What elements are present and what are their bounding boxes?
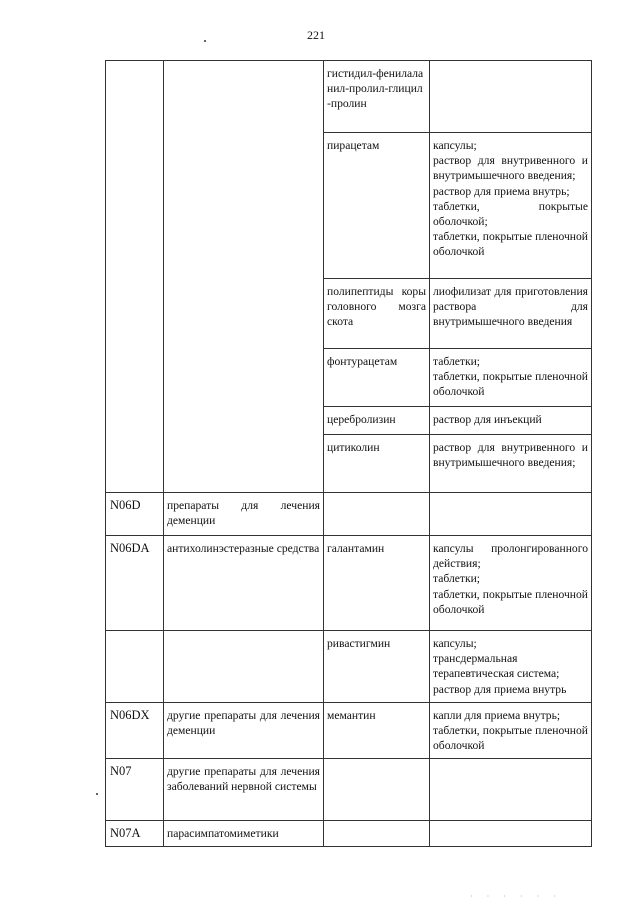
dosage-form: таблетки, покрытые пленочной оболочкой: [433, 230, 588, 259]
atc-code-cell: N06DX: [106, 703, 164, 759]
dosage-form: таблетки, покрытые пленочной оболочкой: [433, 724, 588, 753]
dosage-forms-cell: [430, 407, 592, 435]
dosage-form: таблетки;: [433, 572, 481, 586]
dosage-form: таблетки;: [433, 355, 481, 368]
atc-code-cell: [106, 61, 164, 493]
group-name-cell: [164, 631, 324, 703]
group-name-cell: [164, 61, 324, 493]
dosage-form: раствор для приема внутрь: [433, 682, 567, 696]
dosage-form: капсулы;: [433, 637, 477, 650]
substance-cell: [324, 493, 430, 536]
table-row: [106, 536, 592, 631]
dosage-forms-cell: [430, 631, 592, 703]
dosage-form: раствор для инъекций: [433, 413, 542, 426]
dosage-form: раствор для внутривенного и внутримышечного введения;: [433, 154, 588, 183]
dosage-form: капсулы;: [433, 139, 477, 152]
group-name-cell: другие препараты для лечения деменции: [164, 703, 324, 759]
dosage-forms-cell: [430, 435, 592, 493]
dosage-form: трансдермальная терапевтическая система;: [433, 652, 560, 681]
atc-code-cell: N06D: [106, 493, 164, 536]
dosage-form: таблетки, покрытые оболочкой;: [433, 199, 588, 229]
table-row: [106, 61, 592, 133]
dosage-form: капсулы пролонгированного действия;: [433, 542, 588, 571]
substance-cell: [324, 758, 430, 820]
dosage-form: таблетки, покрытые пленочной оболочкой: [433, 587, 588, 616]
table-row: [106, 820, 592, 846]
substance-cell: галантамин: [324, 536, 430, 631]
group-name-cell: другие препараты для лечения заболеваний нервной системы: [164, 758, 324, 820]
dosage-forms-cell: [430, 349, 592, 407]
dosage-forms-cell: [430, 536, 592, 631]
atc-code-cell: N06DA: [106, 536, 164, 631]
substance-cell: гистидил-фенилаланил-пролил-глицил-пролин: [324, 61, 430, 133]
scan-dots: · · · · · ·: [470, 892, 562, 901]
table-row: [106, 631, 592, 703]
group-name-cell: парасимпатомиметики: [164, 820, 324, 846]
group-name-cell: антихолинэстеразные средства: [164, 536, 324, 631]
substance-cell: фонтурацетам: [324, 349, 430, 407]
substance-cell: полипептиды коры головного мозга скота: [324, 279, 430, 349]
dosage-forms-cell: [430, 820, 592, 846]
atc-code-cell: N07: [106, 758, 164, 820]
substance-cell: цитиколин: [324, 435, 430, 493]
dosage-forms-cell: [430, 703, 592, 759]
dosage-forms-cell: [430, 758, 592, 820]
dosage-form: раствор для внутривенного и внутримышечного введения;: [433, 441, 588, 470]
atc-code-cell: N07A: [106, 820, 164, 846]
substance-cell: ривастигмин: [324, 631, 430, 703]
substance-cell: церебролизин: [324, 407, 430, 435]
table-row: [106, 493, 592, 536]
scan-speck: [204, 40, 206, 42]
table-row: [106, 703, 592, 759]
page-number: 221: [307, 28, 325, 42]
dosage-form: лиофилизат для приготовления раствора для внутримышечного введения: [433, 285, 588, 329]
substance-cell: пирацетам: [324, 133, 430, 279]
drug-table: [105, 60, 592, 847]
dosage-forms-cell: [430, 493, 592, 536]
dosage-forms-cell: [430, 133, 592, 279]
dosage-form: капли для приема внутрь;: [433, 709, 561, 722]
dosage-form: таблетки, покрытые пленочной оболочкой: [433, 370, 588, 399]
dosage-forms-cell: [430, 279, 592, 349]
dosage-form: раствор для приема внутрь;: [433, 184, 570, 198]
substance-cell: [324, 820, 430, 846]
dosage-forms-cell: [430, 61, 592, 133]
scan-speck: [96, 793, 98, 795]
group-name-cell: препараты для лечения деменции: [164, 493, 324, 536]
atc-code-cell: [106, 631, 164, 703]
table-row: [106, 758, 592, 820]
substance-cell: мемантин: [324, 703, 430, 759]
